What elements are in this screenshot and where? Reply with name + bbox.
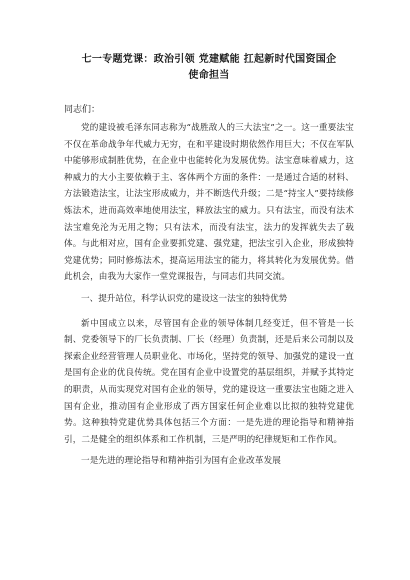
title-line-1: 七一专题党课：政治引领 党建赋能 扛起新时代国资国企 xyxy=(81,54,337,65)
paragraph-point-1: 一是先进的理论指导和精神指引为国有企业改革发展 xyxy=(81,456,281,467)
paragraph-history: 新中国成立以来，尽管国有企业的领导体制几经变迁，但不管是一长制、党委领导下的厂长负责制、厂长（经理）负责制，还是后来公司制以及探索企业经营管理人员职业化、市场化，坚持党的领导、加强党的建设一直是国有企业的优良传统。党在国有企业中设置党的基层组织，并赋予其特定的职责，从而实现党对国有企业的领导，党的建设这一重要法宝也随之进入国有企业，推动国有企业形成了西方国家任何企业难以比拟的独特党建优势。这种独特党建优势具体包括三个方面：一是先进的理论指导和精神指引，二是健全的组织体系和工作机制，三是严明的纪律规矩和工作作风。 xyxy=(64,318,354,445)
salutation: 同志们： xyxy=(64,105,101,115)
paragraph-intro: 党的建设被毛泽东同志称为“战胜敌人的三大法宝”之一。这一重要法宝不仅在革命战争年代威力无穷，在和平建设时期依然作用巨大；不仅在军队中能够形成制胜优势，在企业中也能转化为发展优势。法宝意味着威力，这种威力的大小主要依赖于主、客体两个方面的条件：一是通过合适的材料、方法锻造法宝，让法宝形成威力，并不断迭代升级；二是“持宝人”要持续修炼法术，进而高效率地使用法宝，释放法宝的威力。只有法宝，而没有法术法宝难免沦为无用之物；只有法术，而没有法宝，法力的发挥就失去了载体。与此相对应，国有企业要抓党建、强党建，把法宝引入企业，形成独特党建优势；同时修炼法术，提高运用法宝的能力，将其转化为发展优势。借此机会，由我为大家作一堂党课报告，与同志们共同交流。 xyxy=(64,123,354,283)
document-title xyxy=(64,52,354,84)
title-line-2: 使命担当 xyxy=(188,70,230,81)
section-heading-1: 一、提升站位，科学认识党的建设这一法宝的独特优势 xyxy=(81,293,288,304)
